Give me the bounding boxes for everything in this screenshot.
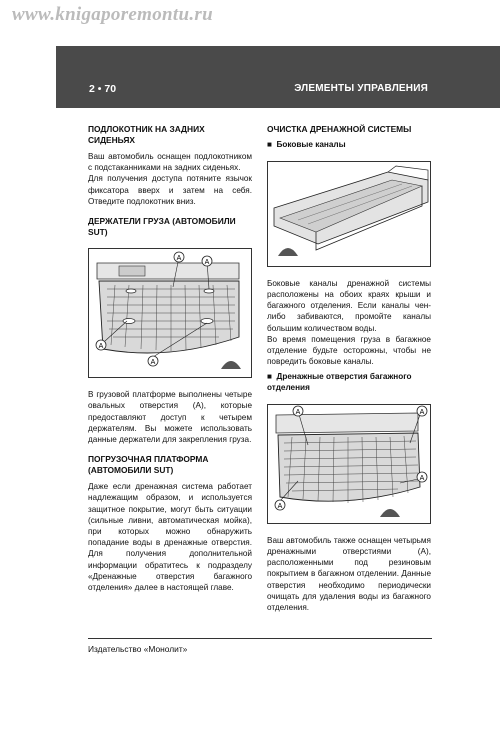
drain-holes-paragraph: Ваш автомобиль также оснащен четырьмя дренажными отверстиями (А), расположенными под резиновым покрытием в багажном отделении. Данные отверстия необходимо периодически очищать для удаления воды из багажного отделения. xyxy=(267,535,431,613)
loading-platform-paragraph: Даже если дренажная система работает надлежащим образом, и используется защитное покрытие, могут быть ситуации (сильные ливни, автоматическая мойка), при которых можно обнаружить попадание воды в дренажные отверстия. Для получения дополнительной информации обратитесь к подразделу «Дренажные отверстия багажного отделения» далее в настоящей главе. xyxy=(88,482,252,593)
callout-4-label: A xyxy=(419,474,425,482)
left-column xyxy=(88,124,252,593)
callout-1-label: A xyxy=(295,408,301,416)
armrest-paragraph-1: Ваш автомобиль оснащен подлокотником с подстаканниками на задних сиденьях. xyxy=(88,152,252,173)
callout-2-label: A xyxy=(419,408,425,416)
footer-divider xyxy=(88,638,432,639)
cargo-holders-heading: ДЕРЖАТЕЛИ ГРУЗА (АВТОМОБИЛИ SUT) xyxy=(88,216,236,238)
page-number: 2 • 70 xyxy=(89,83,117,95)
callout-2-label: A xyxy=(204,259,210,267)
publisher-footer: Издательство «Монолит» xyxy=(88,644,188,654)
drain-holes-figure xyxy=(267,404,431,524)
right-column xyxy=(267,124,431,613)
callout-3-label: A xyxy=(277,502,283,510)
callout-3-label: A xyxy=(98,343,104,351)
drain-holes-heading-text: Дренажные отверстия багажного отделения xyxy=(267,372,412,393)
loading-platform-heading: ПОГРУЗОЧНАЯ ПЛАТФОРМА (АВТОМОБИЛИ SUT) xyxy=(88,454,209,476)
drain-system-heading: ОЧИСТКА ДРЕНАЖНОЙ СИСТЕМЫ xyxy=(267,124,412,134)
watermark: www.knigaporemontu.ru xyxy=(12,4,213,25)
cargo-platform-figure xyxy=(88,248,252,378)
side-channels-paragraph-1: Боковые каналы дренажной системы расположены на обоих краях крыши и багажного отделения. Если каналы чен-либо забиваются, промойте каналы большим количеством воды. xyxy=(267,278,431,333)
drain-holes-heading: ■ Дренажные отверстия багажного отделения xyxy=(267,372,412,393)
header-bar xyxy=(56,46,500,108)
callout-4-label: A xyxy=(150,359,156,367)
side-channels-paragraph-2: Во время помещения груза в багажное отделение будьте осторожны, чтобы не повредить боковые каналы. xyxy=(267,334,431,367)
side-channels-heading: ■ Боковые каналы xyxy=(267,140,346,149)
side-channels-heading-text: Боковые каналы xyxy=(276,140,346,149)
callout-1-label: A xyxy=(176,255,182,263)
armrest-heading: ПОДЛОКОТНИК НА ЗАДНИХ СИДЕНЬЯХ xyxy=(88,124,205,145)
side-channels-figure xyxy=(267,161,431,267)
armrest-paragraph-2: Для получения доступа потяните язычок фиксатора вверх и затем на себя. Отведите подлокотник вниз. xyxy=(88,174,252,206)
cargo-holders-paragraph: В грузовой платформе выполнены четыре овальных отверстия (А), которые предоставляют доступ к четырем держателям. Вы можете использовать данные держатели для закрепления груза. xyxy=(88,390,252,445)
chapter-title: ЭЛЕМЕНТЫ УПРАВЛЕНИЯ xyxy=(294,83,428,94)
